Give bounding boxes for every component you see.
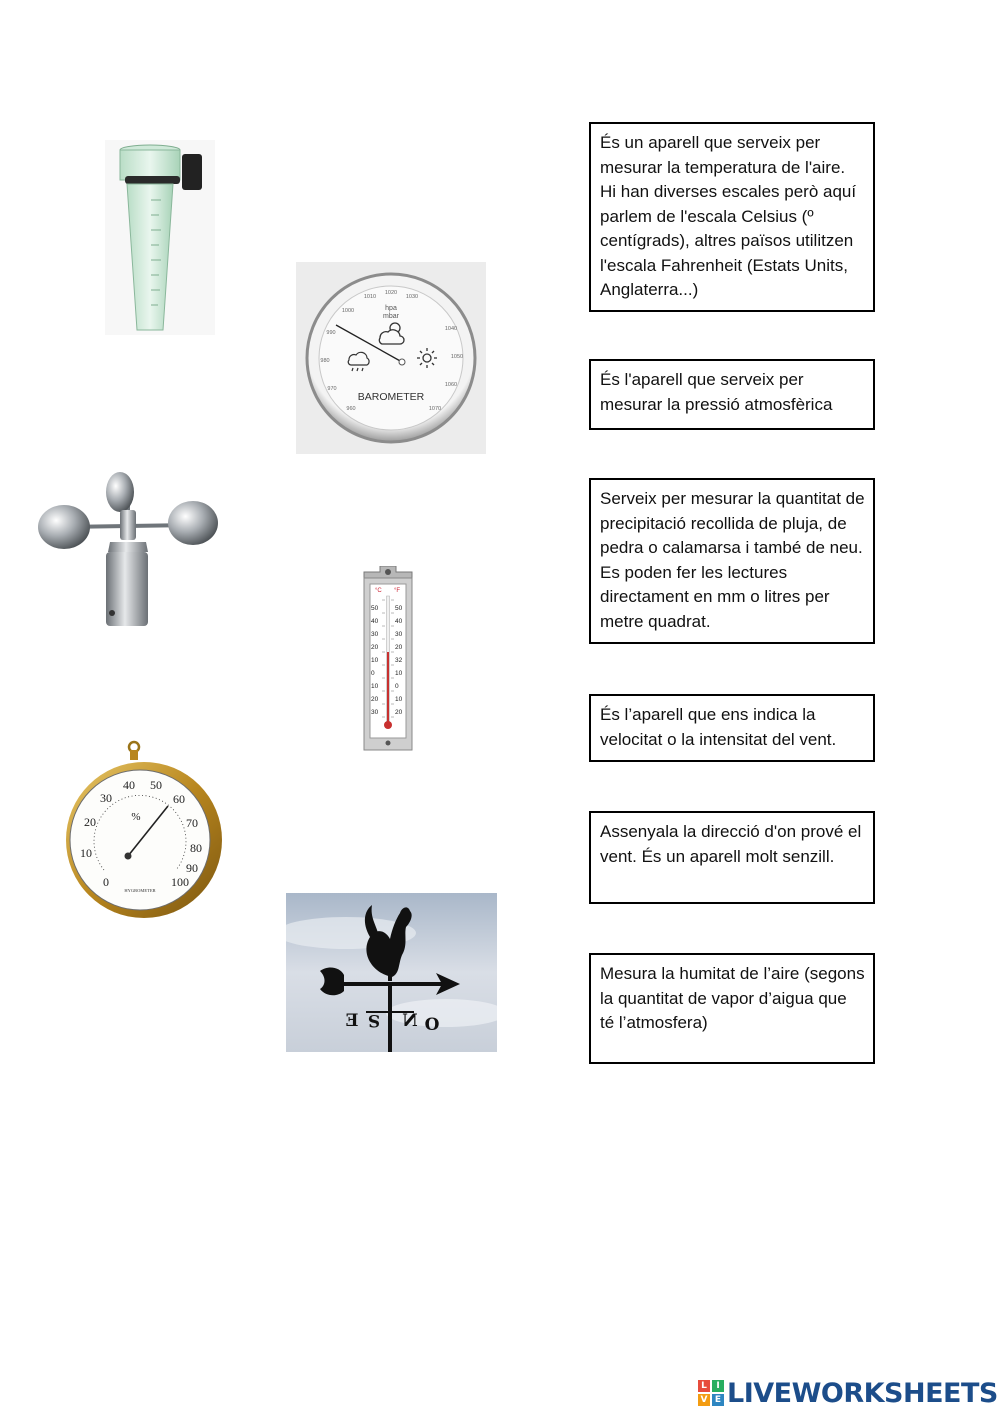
barometer-scale-1010: 1010	[363, 294, 377, 300]
hygrometer-scale-0: 0	[103, 875, 109, 889]
thermometer-f-20: 20	[395, 644, 403, 651]
logo-letter-e: E	[712, 1394, 724, 1406]
thermometer-f-10: 10	[395, 670, 403, 677]
barometer-unit-mbar: mbar	[383, 313, 399, 320]
definition-box-hygrometer[interactable]: Mesura la humitat de l’aire (segons la quantitat de vapor d’aigua que té l’atmosfera)	[589, 953, 875, 1064]
hygrometer-scale-20: 20	[84, 815, 96, 829]
definition-box-rain-gauge[interactable]: Serveix per mesurar la quantitat de precipitació recollida de pluja, de pedra o calamarsa i també de neu. Es poden fer les lectures directament en mm o litres per metre quadrat.	[589, 478, 875, 644]
barometer-scale-1020: 1020	[384, 290, 398, 296]
rain-gauge-image[interactable]	[105, 140, 215, 335]
hygrometer-scale-40: 40	[123, 778, 135, 792]
logo-text: LIVEWORKSHEETS	[727, 1377, 998, 1409]
barometer-brand: BAROMETER	[357, 391, 425, 403]
barometer-scale-1050: 1050	[450, 354, 464, 360]
weathervane-letter-e: E	[345, 1011, 359, 1031]
barometer-scale-970: 970	[327, 386, 337, 392]
thermometer-f-0: 0	[395, 683, 399, 690]
logo-letter-v: V	[698, 1394, 710, 1406]
definition-box-weathervane[interactable]: Assenyala la direcció d'on prové el vent. És un aparell molt senzill.	[589, 811, 875, 904]
hygrometer-scale-60: 60	[173, 792, 185, 806]
thermometer-f-minus20: 20	[395, 709, 403, 716]
barometer-unit-hpa: hpa	[385, 305, 397, 312]
weathervane-image[interactable]	[286, 893, 497, 1052]
hygrometer-scale-50: 50	[150, 778, 162, 792]
hygrometer-scale-30: 30	[100, 791, 112, 805]
barometer-scale-1000: 1000	[341, 308, 355, 314]
thermometer-unit-c: °C	[375, 588, 382, 594]
hygrometer-image[interactable]	[64, 740, 222, 922]
definition-box-barometer[interactable]: És l'aparell que serveix per mesurar la pressió atmosfèrica	[589, 359, 875, 430]
thermometer-c-20: 20	[371, 644, 379, 651]
barometer-scale-980: 980	[320, 358, 330, 364]
thermometer-c-minus10: 10	[371, 683, 379, 690]
thermometer-c-10: 10	[371, 657, 379, 664]
liveworksheets-logo[interactable]	[698, 1376, 998, 1410]
thermometer-c-30: 30	[371, 631, 379, 638]
hygrometer-scale-100: 100	[171, 875, 189, 889]
hygrometer-scale-80: 80	[190, 841, 202, 855]
barometer-image[interactable]	[296, 262, 486, 454]
barometer-scale-1030: 1030	[405, 294, 419, 300]
thermometer-f-40: 40	[395, 618, 403, 625]
hygrometer-scale-90: 90	[186, 861, 198, 875]
logo-mark-icon	[698, 1380, 724, 1406]
thermometer-unit-f: °F	[394, 588, 401, 594]
thermometer-f-32: 32	[395, 657, 403, 664]
logo-letter-i: I	[712, 1380, 724, 1392]
hygrometer-scale-70: 70	[186, 816, 198, 830]
thermometer-c-40: 40	[371, 618, 379, 625]
thermometer-c-minus20: 20	[371, 696, 379, 703]
thermometer-image[interactable]	[358, 566, 418, 754]
hygrometer-unit: %	[131, 811, 141, 823]
thermometer-f-30: 30	[395, 631, 403, 638]
anemometer-image[interactable]	[36, 470, 218, 628]
weathervane-letter-s: S	[367, 1010, 381, 1030]
barometer-scale-1060: 1060	[444, 382, 458, 388]
thermometer-f-minus10: 10	[395, 696, 403, 703]
hygrometer-scale-10: 10	[80, 846, 92, 860]
weathervane-letter-o: O	[424, 1015, 440, 1035]
definition-box-anemometer[interactable]: És l’aparell que ens indica la velocitat o la intensitat del vent.	[589, 694, 875, 762]
logo-letter-l: L	[698, 1380, 710, 1392]
hygrometer-brand: HYGROMETER	[124, 888, 156, 893]
definition-box-thermometer[interactable]: És un aparell que serveix per mesurar la temperatura de l'aire. Hi han diverses escales però aquí parlem de l'escala Celsius (º centígrads), altres països utilitzen l'escala Fahrenheit (Estats Units, Anglaterra...)	[589, 122, 875, 312]
thermometer-c-50: 50	[371, 605, 379, 612]
barometer-scale-1040: 1040	[444, 326, 458, 332]
thermometer-c-minus30: 30	[371, 709, 379, 716]
thermometer-f-50: 50	[395, 605, 403, 612]
weathervane-letter-n: N	[402, 1011, 418, 1031]
thermometer-c-0: 0	[371, 670, 375, 677]
barometer-scale-1070: 1070	[428, 406, 442, 412]
barometer-scale-960: 960	[346, 406, 356, 412]
barometer-scale-990: 990	[326, 330, 336, 336]
